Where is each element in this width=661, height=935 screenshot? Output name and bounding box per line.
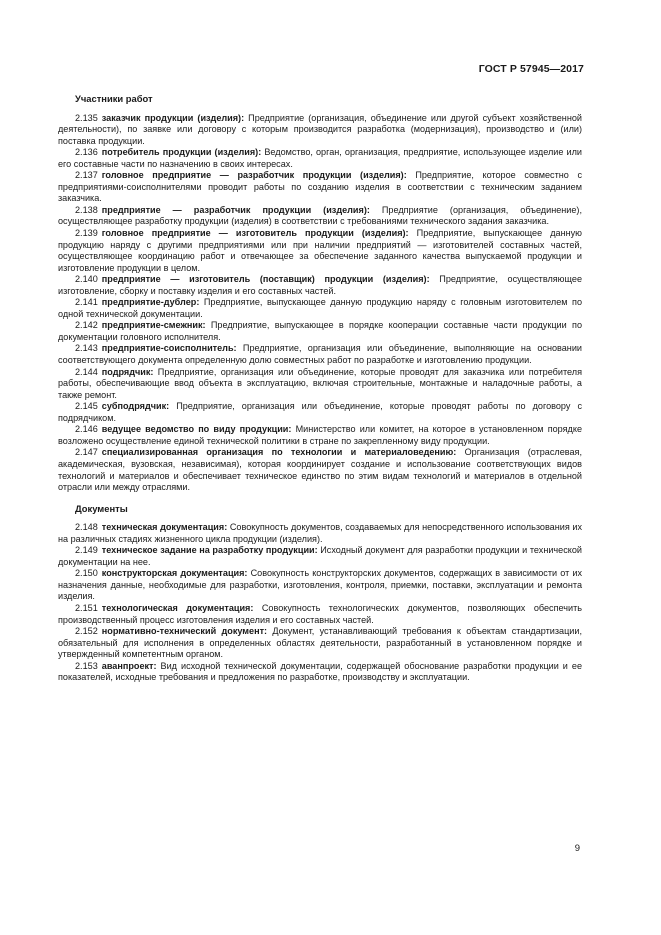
term-entry (58, 603, 582, 626)
section-documents (58, 502, 582, 684)
section-entries (58, 113, 582, 494)
entry-definition: Предприятие, организация или объединение, которые проводят работы по договору с подрядчиком. (58, 401, 582, 423)
term-entry (58, 401, 582, 424)
entry-definition: Министерство или комитет, на которое в установленном порядке возложено осуществление единой технической политики в стране по закрепленному виду продукции. (58, 424, 583, 446)
entry-number: 2.145 (75, 401, 98, 412)
entry-term: головное предприятие — разработчик продукции (изделия): (101, 170, 407, 181)
term-entry (58, 274, 582, 297)
entry-term: потребитель продукции (изделия): (101, 147, 262, 158)
term-entry (58, 147, 582, 170)
entry-term: конструкторская документация: (101, 568, 248, 579)
term-entry (58, 522, 582, 545)
term-entry (58, 545, 582, 568)
entry-definition: Исходный документ для разработки продукции и технической документации на нее. (58, 545, 582, 567)
standard-code: ГОСТ Р 57945—2017 (478, 63, 584, 75)
entry-number: 2.152 (75, 626, 98, 637)
entry-term: ведущее ведомство по виду продукции: (101, 424, 292, 435)
page-number: 9 (574, 843, 580, 854)
section-title: Участники работ (75, 93, 153, 104)
entry-number: 2.146 (75, 424, 98, 435)
entry-term: субподрядчик: (101, 401, 170, 412)
entry-number: 2.144 (75, 366, 98, 377)
entry-number: 2.151 (75, 602, 98, 613)
entry-definition: Предприятие, выпускающее в порядке кооперации составные части продукции по документации головного исполнителя. (58, 320, 582, 342)
entry-number: 2.142 (75, 320, 98, 331)
entry-number: 2.135 (75, 112, 98, 123)
entry-term: техническое задание на разработку продукции: (101, 545, 318, 556)
entry-definition: Ведомство, орган, организация, предприятие, использующее изделие или его составные части по назначению в своих интересах. (58, 147, 582, 169)
entry-number: 2.139 (75, 228, 98, 239)
term-entry (58, 320, 582, 343)
section-title: Документы (75, 502, 128, 514)
entry-number: 2.140 (75, 274, 98, 285)
entry-term: специализированная организация по технологии и материаловедению: (101, 447, 457, 458)
entry-term: заказчик продукции (изделия): (101, 112, 245, 123)
term-entry (58, 661, 582, 684)
term-entry (58, 424, 582, 447)
section-entries (58, 522, 582, 684)
entry-definition: Предприятие, организация или объединение, выполняющие на основании соответствующего документа определенную долю совместных работ по разработке и изготовлению продукции. (58, 343, 582, 366)
entry-definition: Организация (отраслевая, академическая, вузовская, независимая), которая координирует создание и использование соответствующих видов технологий и материалов и обеспечивает техническое единство по этим видам технологий и материалов в отдельной отрасли или между отраслями. (58, 447, 583, 493)
entry-term: аванпроект: (101, 660, 157, 671)
entry-definition: Совокупность технологических документов, позволяющих обеспечить производственный процесс изготовления изделия и его составных частей. (58, 602, 582, 625)
entry-definition: Предприятие, выпускающее данную продукцию наряду с другими предприятиями или при наличии предприятий — изготовителей составных частей, осуществляющее координацию работ и отвечающее за обеспечение заданного качества выпускаемой продукции и изготовление продукции в целом. (58, 228, 582, 273)
entry-definition: Совокупность документов, создаваемых для непосредственного использования их на различных стадиях жизненного цикла продукции (изделия). (58, 522, 582, 544)
section-participants (58, 92, 582, 494)
entry-definition: Совокупность конструкторских документов, содержащих в зависимости от их назначения данные, необходимые для разработки, изготовления, контроля, приемки, поставки, эксплуатации и ремонта изделия. (58, 568, 582, 602)
term-entry (58, 367, 582, 402)
term-entry (58, 228, 582, 274)
entry-term: предприятие — разработчик продукции (изделия): (101, 204, 370, 215)
entry-definition: Предприятие (организация, объединение), осуществляющее разработку продукции (изделия) в соответствии с требованиями технического задания заказчика. (58, 204, 582, 227)
entry-number: 2.136 (75, 147, 98, 158)
entry-definition: Предприятие (организация, объединение или другой субъект хозяйственной деятельности), по заявке или договору с которым производится разработка (модернизация), производство и (или) поставка продукции. (58, 112, 582, 146)
term-entry (58, 568, 582, 603)
entry-number: 2.149 (75, 545, 98, 556)
term-entry (58, 626, 582, 661)
term-entry (58, 113, 582, 148)
entry-definition: Вид исходной технической документации, содержащей обоснование разработки продукции и ее показателей, исходные требования и предложения по разработке, производству и эксплуатации. (58, 660, 582, 683)
entry-definition: Предприятие, организация или объединение, которые проводят для заказчика или потребителя работы, обеспечивающие ввод объекта в эксплуатацию, включая строительные, монтажные и наладочные работы, а также ремонт. (58, 366, 582, 400)
entry-term: головное предприятие — изготовитель продукции (изделия): (101, 228, 409, 239)
entry-number: 2.138 (75, 204, 98, 215)
entry-definition: Предприятие, выпускающее данную продукцию наряду с головным изготовителем по одной технической документации. (58, 297, 582, 319)
entry-term: нормативно-технический документ: (101, 626, 268, 637)
entry-definition: Предприятие, осуществляющее изготовление, сборку и поставку изделия и его составных частей. (58, 274, 582, 296)
entry-term: предприятие-смежник: (101, 320, 206, 331)
entry-number: 2.143 (75, 343, 98, 354)
entry-term: техническая документация: (101, 522, 228, 533)
document-body (58, 92, 582, 684)
entry-number: 2.141 (75, 297, 98, 308)
term-entry (58, 447, 582, 493)
entry-number: 2.147 (75, 447, 98, 458)
entry-term: предприятие-дублер: (101, 297, 200, 308)
entry-term: предприятие — изготовитель (поставщик) продукции (изделия): (101, 274, 430, 285)
entry-number: 2.148 (75, 522, 98, 533)
entry-definition: Предприятие, которое совместно с предприятиями-соисполнителями проводит работы по созданию изделия в соответствии с техническим заданием заказчика. (58, 170, 582, 204)
term-entry (58, 343, 582, 366)
entry-number: 2.150 (75, 568, 98, 579)
entry-number: 2.153 (75, 660, 98, 671)
term-entry (58, 205, 582, 228)
entry-number: 2.137 (75, 170, 98, 181)
entry-term: предприятие-соисполнитель: (101, 343, 237, 354)
entry-definition: Документ, устанавливающий требования к объектам стандартизации, обязательный для исполнения в определенных областях деятельности, разработанный в установленном порядке и утвержденный компетентным органом. (58, 626, 582, 660)
entry-term: технологическая документация: (101, 602, 254, 613)
entry-term: подрядчик: (101, 366, 154, 377)
term-entry (58, 170, 582, 205)
term-entry (58, 297, 582, 320)
